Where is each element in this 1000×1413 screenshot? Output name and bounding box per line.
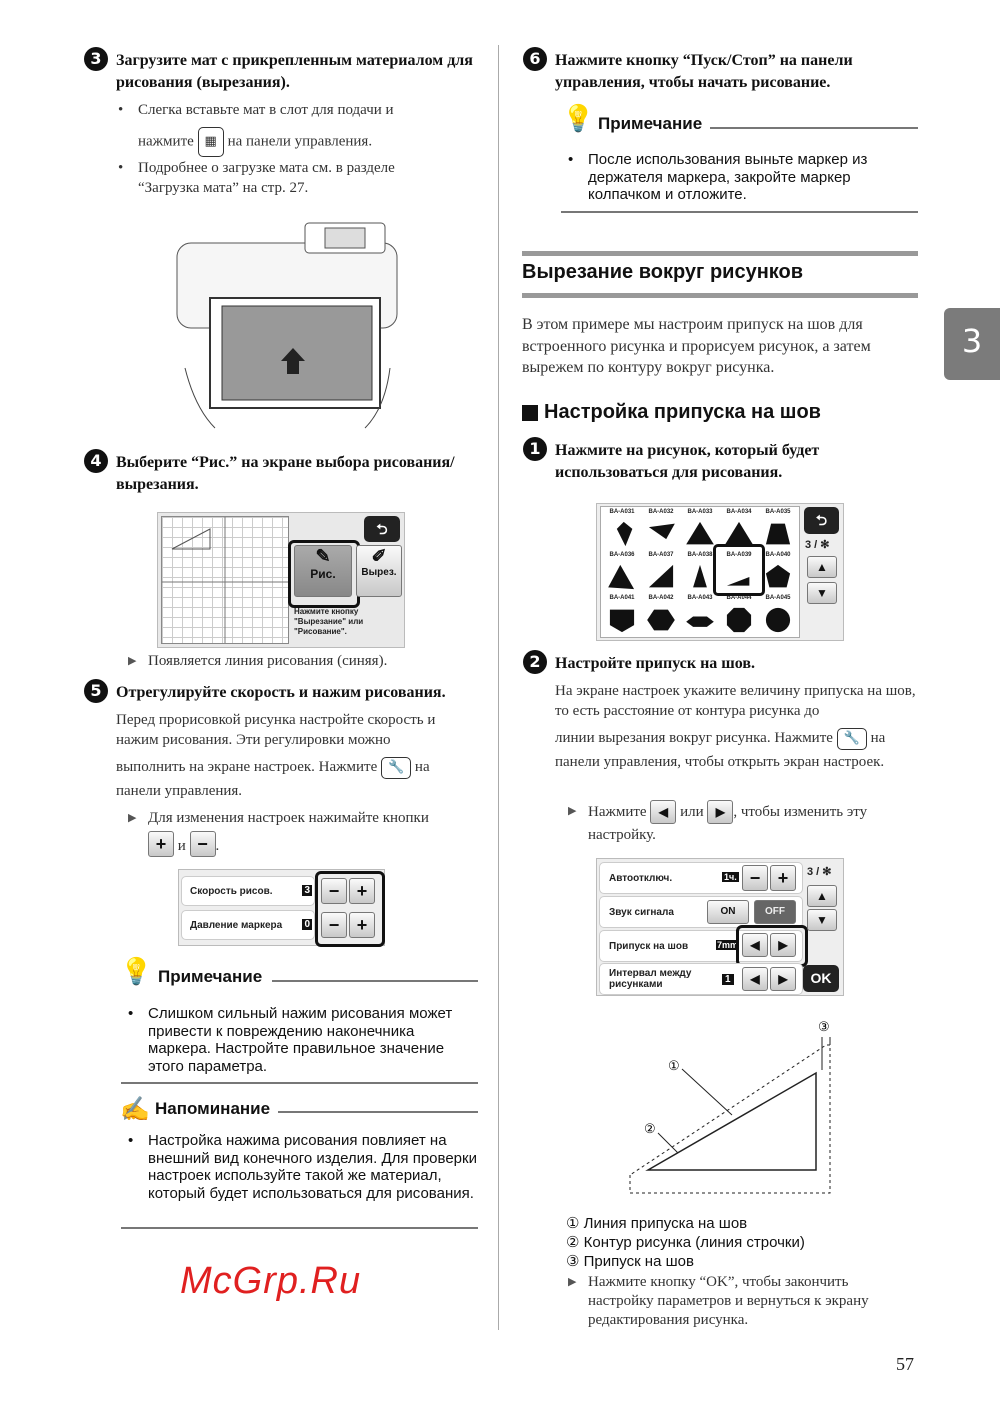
step-title: Нажмите на рисунок, который будет использоваться для рисования.	[555, 442, 820, 481]
seam-allowance-diagram	[620, 1015, 840, 1200]
callout-2: ②	[644, 1121, 656, 1136]
pattern-shape-icon	[642, 560, 680, 594]
draw-button[interactable]: ✎ Рис.	[294, 545, 352, 597]
tip-text: ▶ Для изменения настроек нажимайте кнопки	[148, 808, 429, 828]
pattern-label: BA-A042	[648, 595, 674, 601]
draw-settings-screen	[178, 869, 385, 946]
pattern-shape-icon	[603, 517, 641, 551]
page-indicator: 3 / ✻	[807, 866, 832, 878]
pattern-cell[interactable]	[759, 509, 797, 552]
pattern-cell[interactable]	[603, 595, 641, 638]
interval-left-button[interactable]: ◀	[742, 967, 768, 991]
pressure-plus-button[interactable]: +	[349, 912, 375, 938]
settings-wrench-icon: 🔧	[381, 757, 411, 779]
section-rule	[522, 251, 918, 256]
pattern-cell[interactable]	[603, 509, 641, 552]
step-number: 5	[84, 679, 108, 703]
pattern-label: BA-A041	[609, 595, 635, 601]
cut-button[interactable]: ✐ Вырез.	[356, 545, 402, 597]
mat-preview	[161, 516, 289, 644]
step-number: 2	[523, 650, 547, 674]
pattern-shape-icon	[681, 603, 719, 637]
step-title: Загрузите мат с прикрепленным материалом для рисования (вырезания).	[116, 52, 473, 91]
plus-button[interactable]: +	[148, 831, 174, 857]
right-arrow-button[interactable]: ▶	[707, 800, 733, 824]
section-rule	[522, 293, 918, 298]
step-title: Выберите “Рис.” на экране выбора рисования/вырезания.	[116, 454, 455, 493]
step-number: 6	[523, 47, 547, 71]
pattern-cell[interactable]	[642, 509, 680, 552]
step-number: 1	[523, 437, 547, 461]
back-button[interactable]: ⮌	[364, 516, 400, 542]
watermark: McGrp.Ru	[180, 1260, 362, 1302]
cutting-machine-illustration	[165, 218, 415, 433]
back-button[interactable]: ⮌	[804, 507, 839, 534]
note-title: Примечание	[598, 114, 703, 133]
seam-right-button[interactable]: ▶	[770, 933, 796, 957]
pattern-cell[interactable]	[642, 552, 680, 595]
step-title: Нажмите кнопку “Пуск/Стоп” на панели управления, чтобы начать рисование.	[555, 52, 853, 91]
interval-right-button[interactable]: ▶	[770, 967, 796, 991]
page-indicator: 3 / ✻	[805, 539, 830, 551]
minus-button[interactable]: −	[190, 831, 216, 857]
left-arrow-button[interactable]: ◀	[650, 800, 676, 824]
memo-text: • Настройка нажима рисования повлияет на внешний вид конечного изделия. Для проверки настроек используйте такой же материал, который будет использоваться для рисования.	[148, 1132, 478, 1202]
memo-rule	[121, 1227, 478, 1229]
auto-off-row: Автоотключ. 1ч.	[599, 862, 803, 894]
note-text: • После использования выньте маркер из держателя маркера, закройте маркер колпачком и отложите.	[588, 151, 898, 204]
seam-allowance-row: Припуск на шов 7mm	[599, 930, 803, 962]
column-divider	[498, 45, 499, 1330]
speed-plus-button[interactable]: +	[349, 878, 375, 904]
callout-1: ①	[668, 1058, 680, 1073]
lightbulb-icon: 💡	[120, 957, 153, 986]
step-title: Отрегулируйте скорость и нажим рисования.	[116, 684, 446, 701]
note-rule	[561, 211, 918, 213]
pattern-cell[interactable]	[603, 552, 641, 595]
seam-left-button[interactable]: ◀	[742, 933, 768, 957]
pattern-label: BA-A044	[726, 595, 752, 601]
paragraph: линии вырезания вокруг рисунка. Нажмите 🔧 на панели управления, чтобы открыть экран настроек.	[555, 726, 917, 774]
pattern-label: BA-A040	[765, 552, 791, 558]
ok-button[interactable]: OK	[803, 965, 839, 992]
note-rule	[121, 1082, 478, 1084]
tip-text: ▶ Нажмите ◀ или ▶ , чтобы изменить эту настройку.	[588, 800, 908, 846]
bullet-text: нажмите ▦ на панели управления.	[138, 127, 372, 157]
bullet-text: • Подробнее о загрузке мата см. в разделе “Загрузка мата” на стр. 27.	[138, 158, 438, 198]
pressure-row: Давление маркера 0	[181, 910, 315, 940]
step-number: 3	[84, 47, 108, 71]
pattern-label: BA-A036	[609, 552, 635, 558]
final-text: ▶ Нажмите кнопку “OK”, чтобы закончить настройку параметров и вернуться к экрану редактирования рисунка.	[588, 1273, 908, 1330]
paragraph: На экране настроек укажите величину припуска на шов, то есть расстояние от контура рисунка до	[555, 683, 916, 719]
pattern-cell[interactable]	[759, 595, 797, 638]
pattern-label: BA-A033	[687, 509, 713, 515]
beep-row: Звук сигнала	[599, 896, 803, 928]
pattern-label: BA-A039	[726, 552, 752, 558]
bullet-text: • Слегка вставьте мат в слот для подачи и	[138, 100, 394, 120]
scroll-up-button[interactable]: ▲	[807, 885, 837, 907]
speed-row: Скорость рисов. 3	[181, 876, 315, 906]
note-title: Примечание	[158, 967, 263, 986]
legend-item: ② Контур рисунка (линия строчки)	[566, 1234, 805, 1251]
settings-screen	[596, 858, 844, 996]
pattern-label: BA-A034	[726, 509, 752, 515]
pattern-cell[interactable]	[720, 595, 758, 638]
callout-3: ③	[818, 1019, 830, 1034]
pattern-label: BA-A038	[687, 552, 713, 558]
pressure-minus-button[interactable]: −	[321, 912, 347, 938]
pattern-label: BA-A043	[687, 595, 713, 601]
note-rule	[710, 127, 918, 129]
screen-message: Нажмите кнопку "Вырезание" или "Рисование".	[294, 607, 364, 636]
pattern-shape-icon	[720, 603, 758, 637]
sound-on-button[interactable]: ON	[707, 900, 749, 924]
pattern-label: BA-A031	[609, 509, 635, 515]
section-title: Вырезание вокруг рисунков	[522, 261, 804, 283]
pattern-label: BA-A037	[648, 552, 674, 558]
section-intro: В этом примере мы настроим припуск на шов для встроенного рисунка и прорисуем рисунок, а затем вырежем по контуру вокруг рисунка.	[522, 316, 871, 376]
note-rule	[272, 980, 478, 982]
auto-off-minus-button[interactable]: −	[742, 865, 768, 891]
pattern-select-screen	[596, 503, 844, 641]
tip-buttons: + и − .	[148, 831, 219, 860]
settings-wrench-icon: 🔧	[837, 728, 867, 750]
speed-minus-button[interactable]: −	[321, 878, 347, 904]
note-text: • Слишком сильный нажим рисования может привести к повреждению наконечника маркера. Настройте правильное значение этого параметра.	[148, 1005, 478, 1075]
scroll-up-button[interactable]: ▲	[807, 556, 837, 578]
legend-item: ③ Припуск на шов	[566, 1253, 694, 1270]
chapter-tab[interactable]: 3	[944, 308, 1000, 380]
paragraph: Перед прорисовкой рисунка настройте скорость и нажим рисования. Эти регулировки можно	[116, 712, 436, 748]
pattern-label: BA-A032	[648, 509, 674, 515]
pattern-shape-icon	[759, 517, 797, 551]
pattern-shape-icon	[642, 517, 680, 551]
interval-row: Интервал между рисунками 1	[599, 963, 803, 995]
pattern-cell[interactable]	[681, 595, 719, 638]
legend	[566, 1214, 916, 1271]
pattern-shape-icon	[603, 603, 641, 637]
page-number: 57	[896, 1354, 914, 1374]
step-title: Настройте припуск на шов.	[555, 655, 756, 672]
paragraph: выполнить на экране настроек. Нажмите 🔧 на панели управления.	[116, 755, 478, 803]
pattern-shape-icon	[759, 603, 797, 637]
pattern-shape-icon	[603, 560, 641, 594]
memo-rule	[278, 1111, 478, 1113]
subsection-title: Настройка припуска на шов	[544, 401, 821, 423]
pattern-shape-icon	[642, 603, 680, 637]
pattern-label: BA-A045	[765, 595, 791, 601]
square-bullet-icon	[522, 405, 538, 421]
auto-off-plus-button[interactable]: +	[770, 865, 796, 891]
lightbulb-icon: 💡	[562, 104, 595, 133]
legend-item: ① Линия припуска на шов	[566, 1215, 748, 1232]
scroll-down-button[interactable]: ▼	[807, 909, 837, 931]
step-number: 4	[84, 449, 108, 473]
memo-title: Напоминание	[155, 1099, 271, 1118]
pattern-cell[interactable]	[642, 595, 680, 638]
result-text: ▶ Появляется линия рисования (синяя).	[148, 651, 387, 671]
memo-icon: ✍	[120, 1097, 150, 1123]
scroll-down-button[interactable]: ▼	[807, 582, 837, 604]
pattern-label: BA-A035	[765, 509, 791, 515]
sound-off-button[interactable]: OFF	[754, 900, 796, 924]
draw-cut-select-screen	[157, 512, 405, 648]
mat-load-icon: ▦	[198, 127, 224, 157]
